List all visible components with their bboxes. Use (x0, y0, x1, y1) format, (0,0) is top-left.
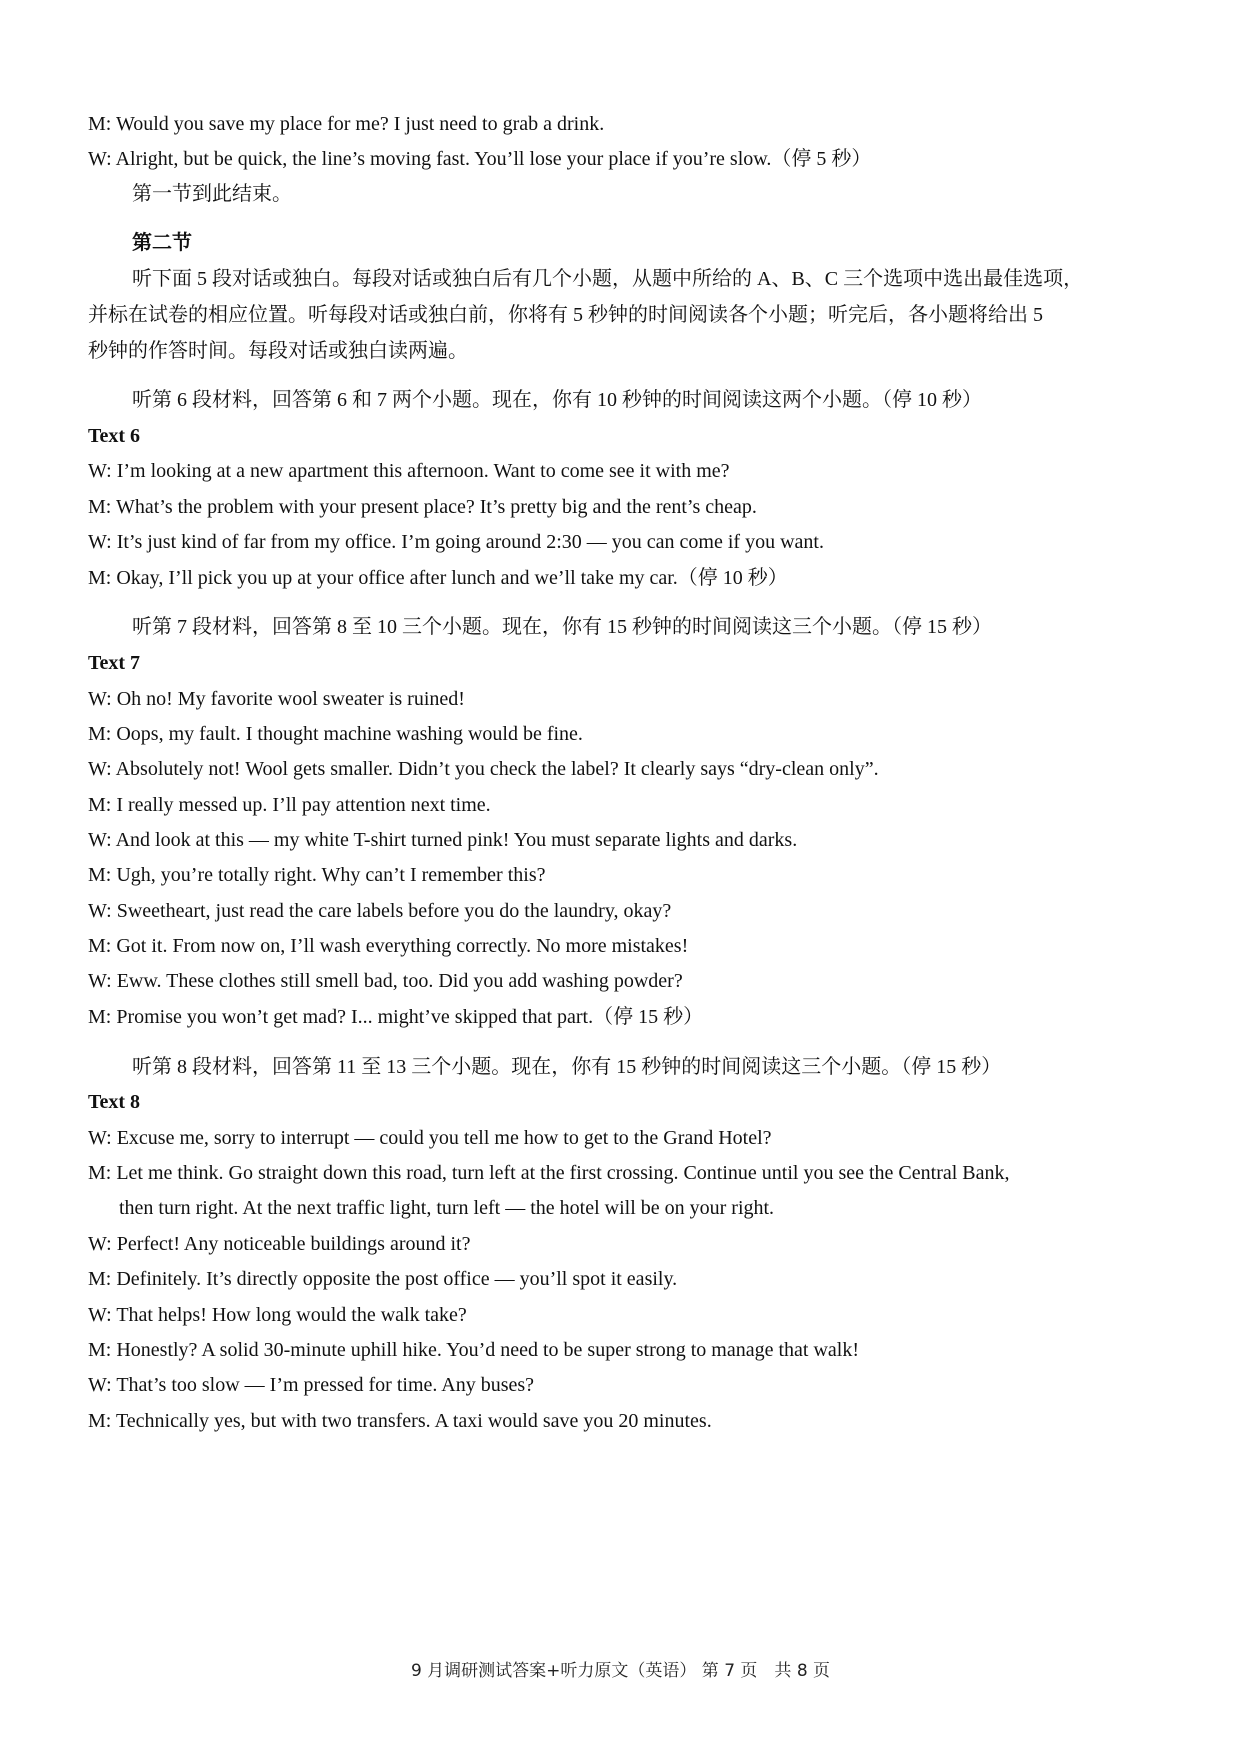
dialogue-line: M: Oops, my fault. I thought machine washing would be fine. (88, 723, 583, 745)
dialogue-line: W: That helps! How long would the walk take? (88, 1304, 467, 1326)
dialogue-line: M: Ugh, you’re totally right. Why can’t I remember this? (88, 864, 546, 886)
dialogue-line: W: Eww. These clothes still smell bad, too. Did you add washing powder? (88, 970, 683, 992)
dialogue-line: W: I’m looking at a new apartment this afternoon. Want to come see it with me? (88, 460, 730, 482)
text-title: Text 7 (88, 652, 141, 674)
text-intro: 听第 6 段材料，回答第 6 和 7 两个小题。现在，你有 10 秒钟的时间阅读这两个小题。（停 10 秒） (132, 389, 982, 411)
text-title: Text 8 (88, 1091, 141, 1113)
dialogue-line: W: Absolutely not! Wool gets smaller. Didn’t you check the label? It clearly says “dry-clean only”. (88, 758, 879, 780)
section-heading: 第二节 (132, 232, 192, 254)
dialogue-line: M: Definitely. It’s directly opposite the post office — you’ll spot it easily. (88, 1268, 678, 1290)
dialogue-line: M: Let me think. Go straight down this road, turn left at the first crossing. Continue until you see the Central Bank, (88, 1162, 1010, 1184)
dialogue-line: W: That’s too slow — I’m pressed for time. Any buses? (88, 1374, 535, 1396)
instruction-line: 并标在试卷的相应位置。听每段对话或独白前，你将有 5 秒钟的时间阅读各个小题；听完后，各小题将给出 5 (88, 304, 1043, 326)
dialogue-line: M: Promise you won’t get mad? I... might’ve skipped that part.（停 15 秒） (88, 1006, 704, 1028)
dialogue-line: W: And look at this — my white T-shirt turned pink! You must separate lights and darks. (88, 829, 798, 851)
dialogue-line: M: Would you save my place for me? I just need to grab a drink. (88, 113, 605, 135)
dialogue-line: M: Okay, I’ll pick you up at your office after lunch and we’ll take my car.（停 10 秒） (88, 567, 788, 589)
text-intro: 听第 8 段材料，回答第 11 至 13 三个小题。现在，你有 15 秒钟的时间阅读这三个小题。（停 15 秒） (132, 1056, 1002, 1078)
dialogue-line: W: Sweetheart, just read the care labels before you do the laundry, okay? (88, 900, 672, 922)
dialogue-line: M: Honestly? A solid 30-minute uphill hike. You’d need to be super strong to manage that walk! (88, 1339, 860, 1361)
text-title: Text 6 (88, 425, 141, 447)
dialogue-line: M: Technically yes, but with two transfers. A taxi would save you 20 minutes. (88, 1410, 712, 1432)
dialogue-line: W: Alright, but be quick, the line’s moving fast. You’ll lose your place if you’re slow.（停 5 秒） (88, 148, 872, 170)
dialogue-line: M: What’s the problem with your present place? It’s pretty big and the rent’s cheap. (88, 496, 757, 518)
page-footer: 9 月调研测试答案+听力原文（英语） 第 7 页 共 8 页 (410, 1661, 831, 1681)
instruction-line: 秒钟的作答时间。每段对话或独白读两遍。 (88, 340, 468, 362)
instruction-line: 听下面 5 段对话或独白。每段对话或独白后有几个小题，从题中所给的 A、B、C 三个选项中选出最佳选项， (132, 268, 1084, 290)
dialogue-line: W: Oh no! My favorite wool sweater is ruined! (88, 688, 465, 710)
text-intro: 听第 7 段材料，回答第 8 至 10 三个小题。现在，你有 15 秒钟的时间阅读这三个小题。（停 15 秒） (132, 616, 992, 638)
dialogue-line: W: Perfect! Any noticeable buildings around it? (88, 1233, 471, 1255)
dialogue-line: M: Got it. From now on, I’ll wash everything correctly. No more mistakes! (88, 935, 689, 957)
dialogue-line: W: It’s just kind of far from my office. I’m going around 2:30 — you can come if you want. (88, 531, 824, 553)
dialogue-line-continued: then turn right. At the next traffic light, turn left — the hotel will be on your right. (119, 1197, 775, 1219)
section-end-note: 第一节到此结束。 (132, 183, 292, 205)
dialogue-line: M: I really messed up. I’ll pay attention next time. (88, 794, 491, 816)
dialogue-line: W: Excuse me, sorry to interrupt — could you tell me how to get to the Grand Hotel? (88, 1127, 772, 1149)
